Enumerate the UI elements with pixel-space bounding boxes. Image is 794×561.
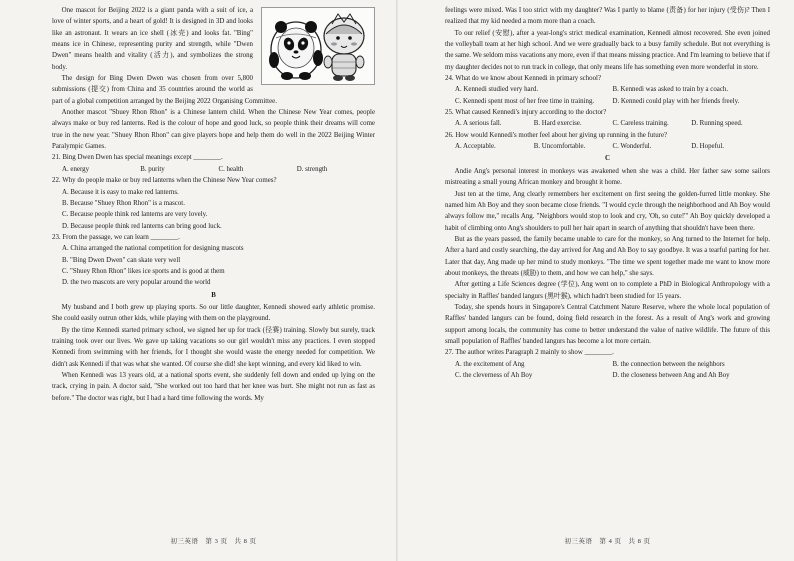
q22-option-d[interactable]: D. Because people think red lanterns can bring good luck. (62, 222, 222, 230)
q27-option-c[interactable]: C. the cleverness of Ah Boy (455, 372, 533, 379)
passage-c-paragraph: Just ten at the time, Ang clearly remembers her excitement on first seeing the golden-furred little monkey. She named him Ah Boy and they soon became close friends. "I would cycle through the neighborhood and Ah Boy would always follow me," recalls Ang. "Neighbors would stop to look and cry, 'Oh, so cute!'" Ah Boy quickly developed a habit of climbing onto Ang's shoulders to pull her hair apart in search of anything that shouldn't have been there. (445, 190, 770, 232)
passage-a-paragraph: Another mascot "Shuey Rhon Rhon" is a Chinese lantern child. When the Chinese New Year comes, people always make or buy red lanterns. Red is the colour of hope and good luck, so people think their dreams will come true in the new year. "Shuey Rhon Rhon" can give players hope and help them do well in the 2022 Beijing Winter Paralympic Games. (52, 109, 375, 151)
q21-option-d[interactable]: D. strength (296, 165, 328, 173)
passage-c-paragraph: Andie Ang's personal interest in monkeys was awakened when she was a child. Her father saw some sailors mistreating a small young African monkey and brought it home. (445, 167, 770, 187)
q24-option-d[interactable]: D. Kennedi could play with her friends freely. (612, 97, 740, 105)
q24-option-c[interactable]: C. Kennedi spent most of her free time in training. (455, 97, 595, 105)
passage-b-paragraph: When Kennedi was 13 years old, at a national sports event, she suddenly fell down and ended up lying on the track, crying in pain. A doctor said, "She worked out too hard that her knee was hurt. She might not run as fast as before." The doctor was right, but I had a hard time following the words. My (52, 372, 375, 402)
passage-b-paragraph: My husband and I both grew up playing sports. So our little daughter, Kennedi showed early athletic promise. She could easily outrun other kids, while playing with them on the playground. (52, 303, 375, 323)
q27-option-a[interactable]: A. the excitement of Ang (455, 360, 525, 368)
passage-a-paragraph: The design for Bing Dwen Dwen was chosen from over 5,800 submissions (提交) from China and 35 countries around the world as part of a global competition arranged by the Beijing 2022 Organising Committee. (52, 75, 277, 105)
q23-option-b[interactable]: B. "Bing Dwen Dwen" can skate very well (62, 256, 181, 264)
question-26-stem: 26. How would Kennedi's mother feel about her giving up running in the future? (445, 131, 668, 139)
q25-option-c[interactable]: C. Careless training. (612, 120, 669, 128)
q21-option-b[interactable]: B. purity (140, 165, 165, 173)
passage-b-continued: feelings were mixed. Was I too strict with my daughter? Was I partly to blame (责备) for her injury (受伤)? Then I realized that my kid needed a mom more than a coach. (445, 7, 770, 26)
question-25-stem: 25. What caused Kennedi's injury according to the doctor? (445, 109, 607, 117)
q26-option-c[interactable]: C. Wonderful. (612, 143, 652, 151)
question-27-stem: 27. The author writes Paragraph 2 mainly to show ________. (445, 349, 614, 357)
question-27-options (455, 359, 770, 382)
page-footer-right: 初三英语 第 4 页 共 8 页 (564, 537, 651, 545)
q22-option-b[interactable]: B. Because "Shuey Rhon Rhon" is a mascot. (62, 199, 185, 207)
passage-c-paragraph: Today, she spends hours in Singapore's Central Catchment Nature Reserve, where the whole local population of Raffles' banded langurs can be found, doing field research in the forest. As a result of Ang's work and growing support among locals, the community has come to better understand the value of native wildlife. The future of this small population of Raffles' banded langurs has become a lot more certain. (445, 303, 770, 345)
q23-option-a[interactable]: A. China arranged the national competition for designing mascots (62, 245, 244, 253)
question-23-stem: 23. From the passage, we can learn ________. (52, 233, 180, 241)
q22-option-c[interactable]: C. Because people think red lanterns are very lovely. (62, 211, 208, 219)
passage-b-paragraph: By the time Kennedi started primary school, we signed her up for track (径赛) training. Slowly but surely, track training took over our lives. We gave up taking vacations so our girl wouldn't miss any practices. I even stopped Kennedi from swimming with her friends, for I thought she would waste the energy needed for competition. We didn't ask Kennedi if that was what she wanted. Of course she did! she kept winning, and every kid liked to win. (52, 326, 375, 368)
panda-lantern-mascots-icon (262, 8, 374, 84)
mascots-illustration (261, 7, 375, 85)
q26-option-a[interactable]: A. Acceptable. (455, 143, 496, 151)
q21-option-a[interactable]: A. energy (62, 165, 90, 173)
q21-option-c[interactable]: C. health (218, 165, 244, 173)
passage-c-paragraph: After getting a Life Sciences degree (学位), Ang went on to complete a PhD in Biological Anthropology with a specialty in Raffles' banded langurs (黑叶猴), which hadn't been studied for 15 years. (445, 281, 770, 300)
passage-b-paragraph: To our relief (安慰), after a year-long's strict medical examination, Kennedi almost recovered. She even joined the volleyball team at her high school. And we were gradually back to a busy family schedule. But not everything is the same. We seldom miss vacations any more, even if that means missing practice. And I'm learning to believe that if my daughter decides not to run track in college, that only means life has something even more wonderful in store. (445, 29, 770, 71)
q27-option-d[interactable]: D. the closeness between Ang and Ah Boy (612, 372, 730, 379)
q23-option-c[interactable]: C. "Shuey Rhon Rhon" likes ice sports and is good at them (62, 267, 225, 275)
passage-c-paragraph: But as the years passed, the family became unable to care for the monkey, so Ang turned to the Internet for help. After a hard and costly searching, the day arrived for Ang and Ah Boy to say goodbye. It was a tearful parting for her. Later that day, Ang made up her mind to study monkeys. "The time we spent together made me want to know more about monkeys, the threats (威胁) to them, and how we can help," she says. (445, 235, 770, 277)
passage-a-paragraph: One mascot for Beijing 2022 is a giant panda with a suit of ice, a love of winter sports, and a heart of gold! It is designed in 3D and looks like an astronaut. It wears an ice shell (冰壳) and looks fat. "Bing" means ice in Chinese, representing purity and strength, while "Dwen Dwen" means health and vitality (活力), and symbolizes the strong body. (52, 7, 253, 71)
q26-option-b[interactable]: B. Uncomfortable. (533, 143, 586, 151)
q25-option-a[interactable]: A. A serious fall. (455, 120, 502, 128)
page-footer-left: 初三英语 第 3 页 共 8 页 (170, 537, 257, 545)
section-heading-c: C (605, 155, 610, 163)
section-heading-b: B (211, 291, 216, 299)
right-page (397, 0, 794, 561)
q26-option-d[interactable]: D. Hopeful. (691, 143, 724, 151)
question-25-options (455, 118, 770, 129)
question-24-stem: 24. What do we know about Kennedi in primary school? (445, 75, 602, 83)
question-22-stem: 22. Why do people make or buy red lanterns when the Chinese New Year comes? (52, 177, 277, 185)
question-21-stem: 21. Bing Dwen Dwen has special meanings except ________. (52, 154, 223, 162)
question-26-options (455, 141, 770, 152)
q25-option-b[interactable]: B. Hard exercise. (533, 120, 582, 128)
question-21-options (62, 164, 375, 175)
q22-option-a[interactable]: A. Because it is easy to make red lanterns. (62, 188, 179, 196)
q24-option-b[interactable]: B. Kennedi was asked to train by a coach. (612, 86, 729, 94)
question-24-options (455, 84, 770, 107)
q27-option-b[interactable]: B. the connection between the neighbors (612, 360, 725, 368)
q25-option-d[interactable]: D. Running speed. (691, 120, 743, 128)
q23-option-d[interactable]: D. the two mascots are very popular around the world (62, 279, 211, 287)
q24-option-a[interactable]: A. Kennedi studied very hard. (455, 86, 539, 94)
